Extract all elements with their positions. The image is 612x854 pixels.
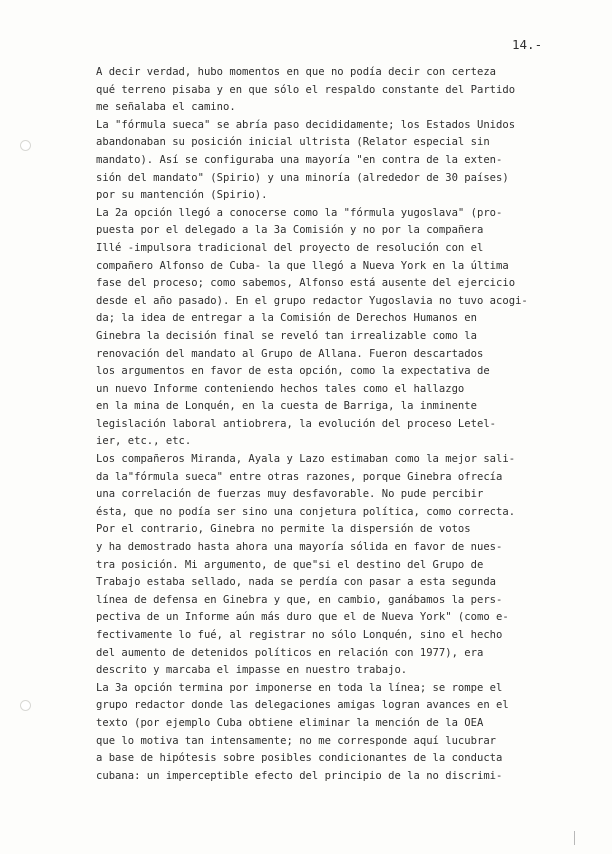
- text-line: del aumento de detenidos políticos en relación con 1977), era: [96, 646, 484, 659]
- text-line: fase del proceso; como sabemos, Alfonso está ausente del ejercicio: [96, 277, 516, 290]
- text-line: línea de defensa en Ginebra y que, en cambio, ganábamos la pers-: [96, 593, 503, 606]
- text-line: a base de hipótesis sobre posibles condicionantes de la conducta: [96, 752, 503, 765]
- text-line: desde el año pasado). En el grupo redactor Yugoslavia no tuvo acogi-: [96, 294, 528, 307]
- text-line: da; la idea de entregar a la Comisión de Derechos Humanos en: [96, 312, 477, 325]
- text-line: da la"fórmula sueca" entre otras razones, porque Ginebra ofrecía: [96, 470, 503, 483]
- text-line: un nuevo Informe conteniendo hechos tales como el hallazgo: [96, 382, 465, 395]
- text-line: grupo redactor donde las delegaciones amigas logran avances en el: [96, 699, 509, 712]
- page-number: 14.-: [512, 37, 543, 52]
- text-line: La "fórmula sueca" se abría paso decididamente; los Estados Unidos: [96, 118, 516, 131]
- text-line: puesta por el delegado a la 3a Comisión y no por la compañera: [96, 224, 484, 237]
- text-line: ésta, que no podía ser sino una conjetura política, como correcta.: [96, 505, 516, 518]
- text-line: tra posición. Mi argumento, de que"si el destino del Grupo de: [96, 558, 484, 571]
- margin-mark: [574, 831, 575, 845]
- punch-hole-icon: [20, 140, 31, 151]
- punch-hole-icon: [20, 700, 31, 711]
- text-line: que lo motiva tan intensamente; no me corresponde aquí lucubrar: [96, 734, 497, 747]
- text-line: en la mina de Lonquén, en la cuesta de Barriga, la inminente: [96, 400, 477, 413]
- text-line: texto (por ejemplo Cuba obtiene eliminar la mención de la OEA: [96, 716, 484, 729]
- text-line: A decir verdad, hubo momentos en que no podía decir con certeza: [96, 66, 497, 78]
- text-line: Illé -impulsora tradicional del proyecto de resolución con el: [96, 241, 484, 254]
- text-line: sión del mandato" (Spirio) y una minoría (alrededor de 30 países): [96, 171, 509, 184]
- text-line: Por el contrario, Ginebra no permite la dispersión de votos: [96, 523, 471, 536]
- text-line: La 2a opción llegó a conocerse como la "fórmula yugoslava" (pro-: [96, 206, 503, 219]
- text-line: compañero Alfonso de Cuba- la que llegó a Nueva York en la última: [96, 259, 509, 272]
- text-line: qué terreno pisaba y en que sólo el respaldo constante del Partido: [96, 83, 516, 96]
- text-line: renovación del mandato al Grupo de Allana. Fueron descartados: [96, 347, 484, 360]
- text-line: Trabajo estaba sellado, nada se perdía con pasar a esta segunda: [96, 576, 497, 589]
- text-line: mandato). Así se configuraba una mayoría "en contra de la exten-: [96, 153, 503, 166]
- text-line: los argumentos en favor de esta opción, como la expectativa de: [96, 365, 490, 378]
- text-line: fectivamente lo fué, al registrar no sólo Lonquén, sino el hecho: [96, 629, 503, 641]
- text-line: Ginebra la decisión final se reveló tan irrealizable como la: [96, 329, 477, 342]
- text-line: cubana: un imperceptible efecto del principio de la no discrimi-: [96, 769, 503, 782]
- text-line: me señalaba el camino.: [96, 101, 236, 114]
- body-text: [96, 64, 596, 785]
- text-line: legislación laboral antiobrera, la evolución del proceso Letel-: [96, 417, 497, 430]
- text-line: por su mantención (Spirio).: [96, 189, 268, 202]
- text-line: Los compañeros Miranda, Ayala y Lazo estimaban como la mejor sali-: [96, 453, 516, 466]
- text-line: y ha demostrado hasta ahora una mayoría sólida en favor de nues-: [96, 541, 503, 554]
- text-line: pectiva de un Informe aún más duro que el de Nueva York" (como e-: [96, 611, 509, 624]
- text-line: ier, etc., etc.: [96, 435, 192, 448]
- text-line: una correlación de fuerzas muy desfavorable. No pude percibir: [96, 488, 484, 501]
- text-line: descrito y marcaba el impasse en nuestro trabajo.: [96, 664, 408, 677]
- text-line: abandonaban su posición inicial ultrista (Relator especial sin: [96, 136, 490, 149]
- text-line: La 3a opción termina por imponerse en toda la línea; se rompe el: [96, 681, 503, 694]
